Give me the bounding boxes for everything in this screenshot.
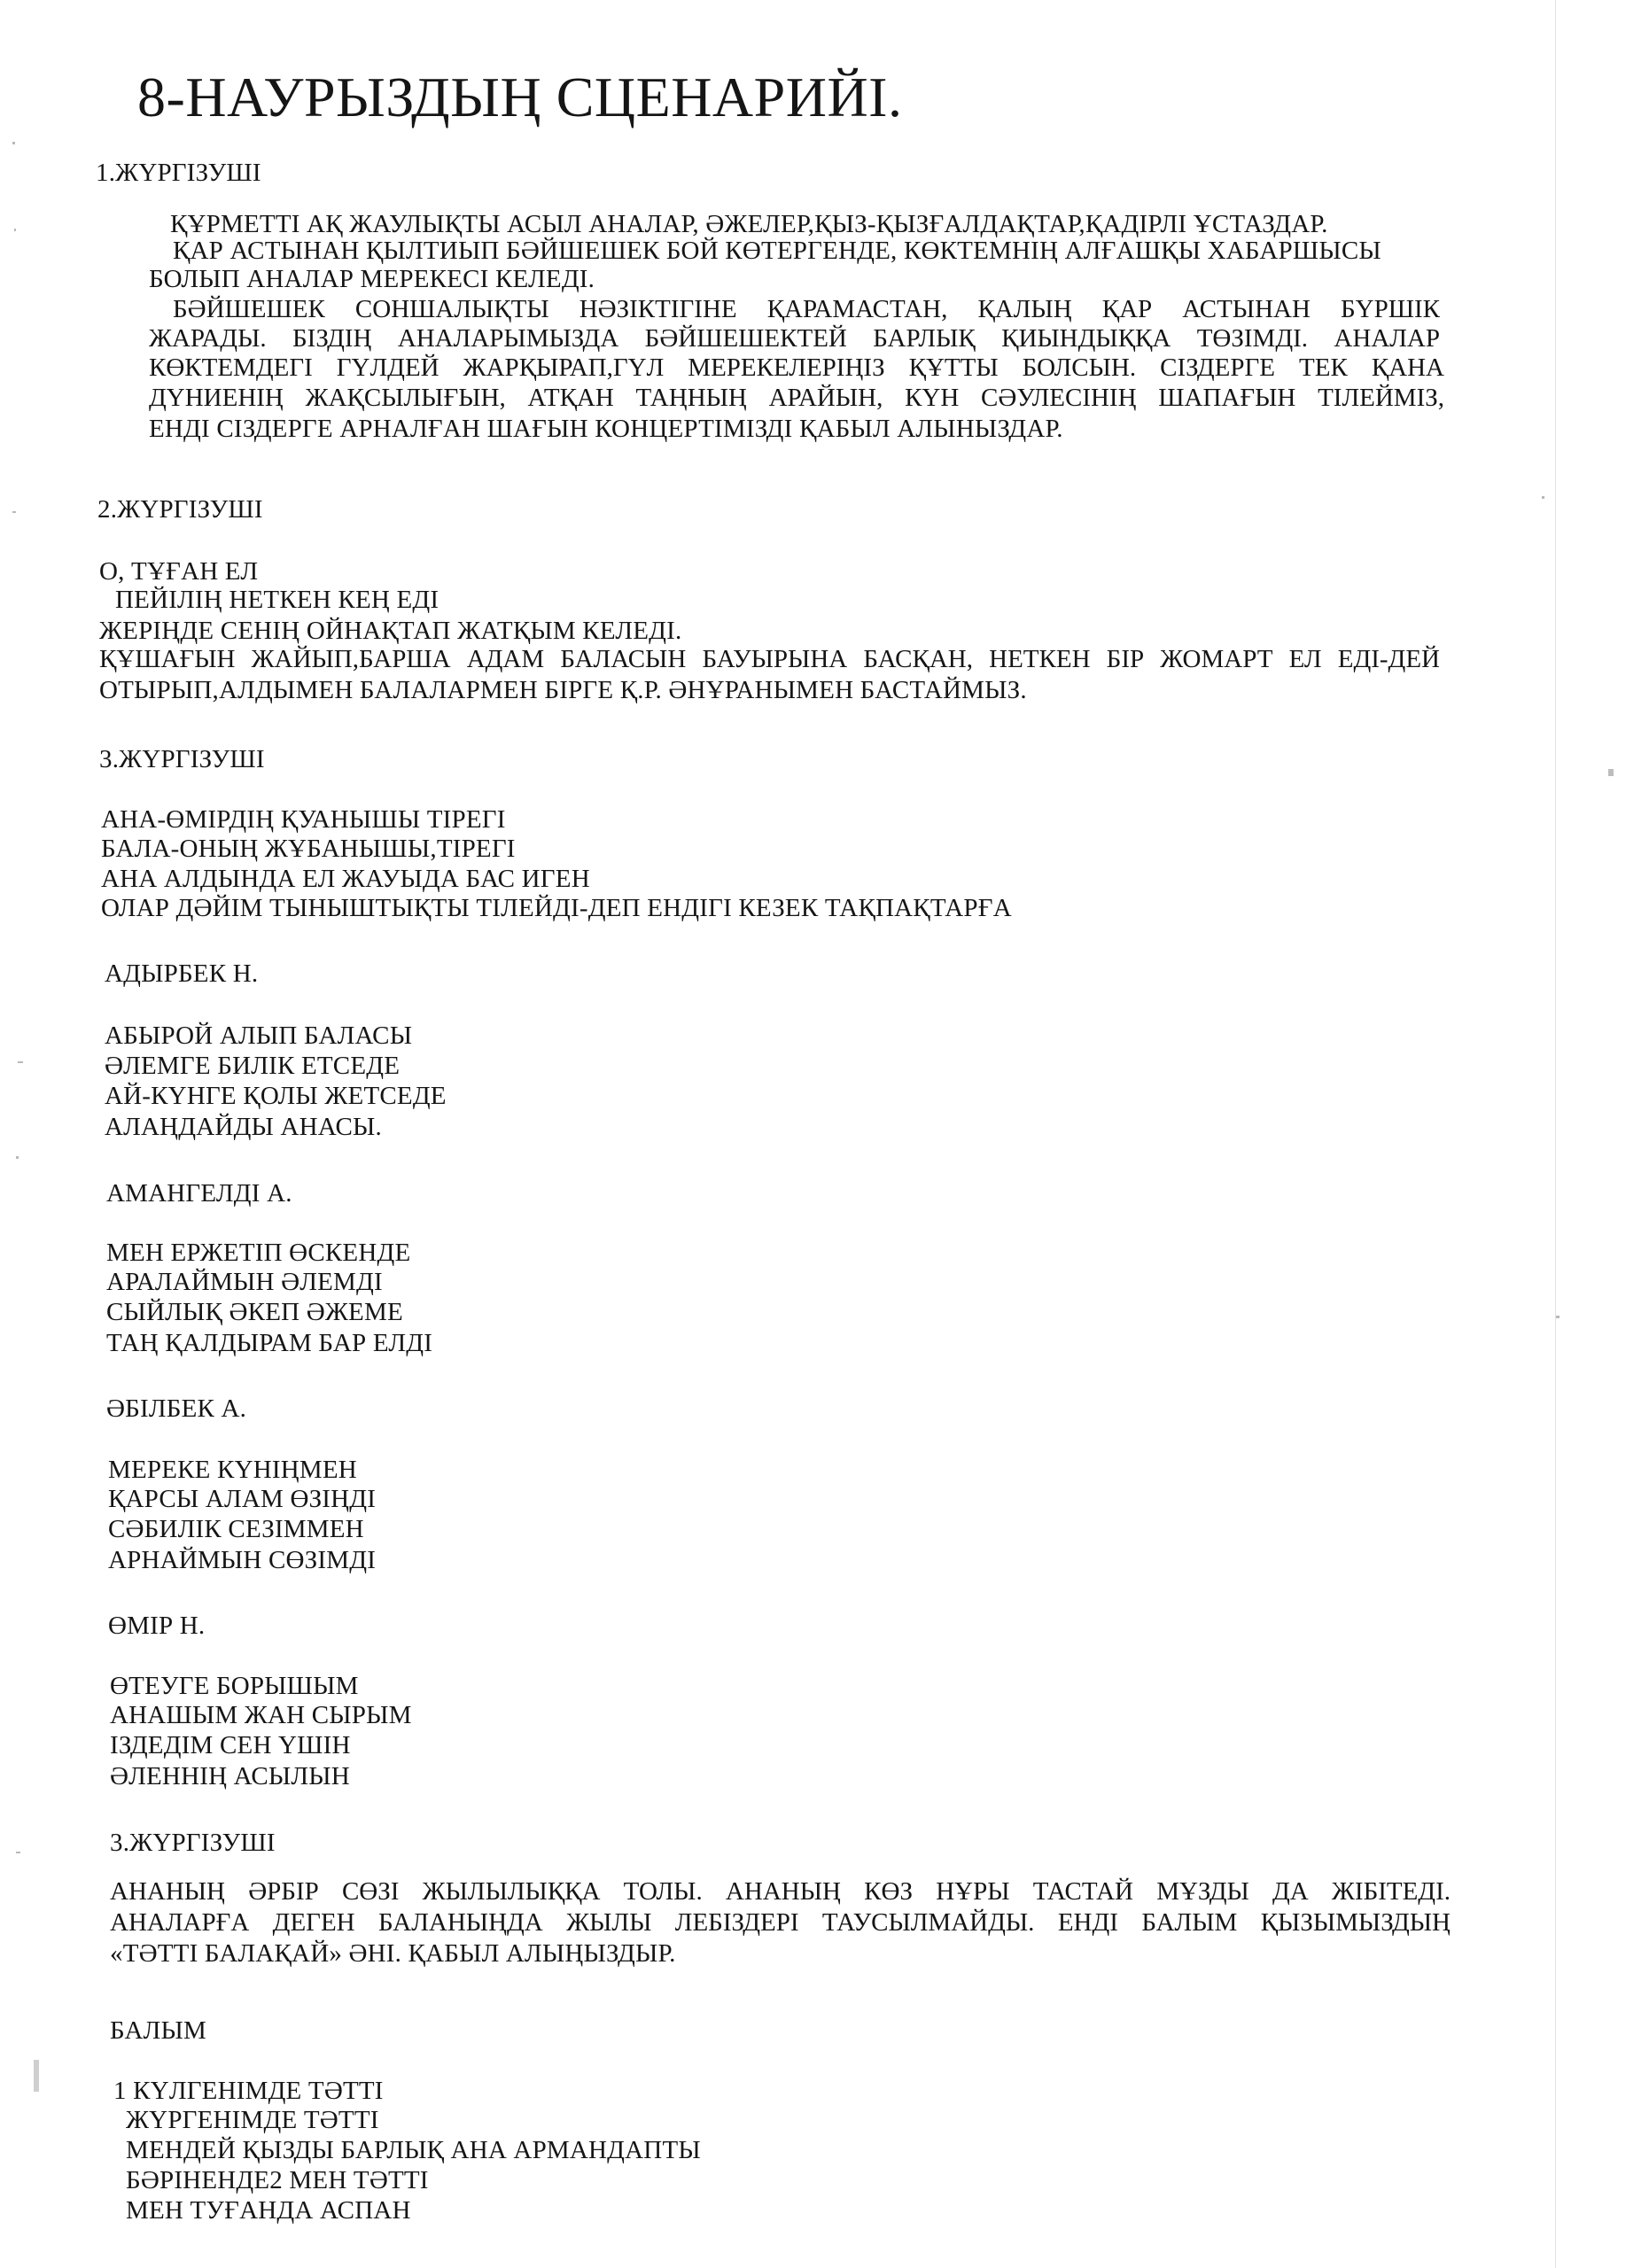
presenter-heading: 1.ЖҮРГІЗУШІ	[96, 159, 261, 187]
poem-line: ОЛАР ДӘЙІМ ТЫНЫШТЫҚТЫ ТІЛЕЙДІ-ДЕП ЕНДІГІ КЕЗЕК ТАҚПАҚТАРҒА	[101, 894, 1012, 922]
poem-line: АЙ-КҮНГЕ ҚОЛЫ ЖЕТСЕДЕ	[105, 1082, 447, 1110]
poem-line: СЫЙЛЫҚ ӘКЕП ӘЖЕМЕ	[106, 1298, 403, 1326]
poem-line: АНАШЫМ ЖАН СЫРЫМ	[110, 1701, 412, 1729]
performer-name: ӘБІЛБЕК А.	[106, 1394, 247, 1423]
poem-line: ЖЕРІҢДЕ СЕНІҢ ОЙНАҚТАП ЖАТҚЫМ КЕЛЕДІ.	[99, 617, 682, 645]
scan-speck	[14, 229, 16, 231]
poem-line: ПЕЙІЛІҢ НЕТКЕН КЕҢ ЕДІ	[115, 586, 439, 614]
poem-line: ӘЛЕННІҢ АСЫЛЫН	[110, 1762, 350, 1790]
poem-line: АНА-ӨМІРДІҢ ҚУАНЫШЫ ТІРЕГІ	[101, 805, 506, 834]
scan-speck	[34, 2060, 39, 2092]
song-line: БӘРІНЕНДЕ2 МЕН ТӘТТІ	[126, 2166, 429, 2194]
poem-line: ӘЛЕМГЕ БИЛІК ЕТСЕДЕ	[105, 1052, 401, 1080]
scan-speck	[1608, 769, 1614, 776]
song-line: МЕН ТУҒАНДА АСПАН	[126, 2196, 411, 2225]
presenter-heading: 3.ЖҮРГІЗУШІ	[110, 1829, 276, 1857]
poem-line: АНА АЛДЫНДА ЕЛ ЖАУЫДА БАС ИГЕН	[101, 865, 590, 893]
paragraph-line: ЕНДІ СІЗДЕРГЕ АРНАЛҒАН ШАҒЫН КОНЦЕРТІМІЗДІ ҚАБЫЛ АЛЫНЫЗДАР.	[149, 415, 1063, 443]
scan-speck	[1556, 1316, 1560, 1318]
scan-speck	[16, 1852, 20, 1853]
performer-name: ӨМІР Н.	[108, 1612, 206, 1640]
poem-line: АБЫРОЙ АЛЫП БАЛАСЫ	[105, 1021, 413, 1050]
paragraph-line: «ТӘТТІ БАЛАҚАЙ» ӘНІ. ҚАБЫЛ АЛЫҢЫЗДЫР.	[110, 1939, 676, 1968]
song-line: 1 КҮЛГЕНІМДЕ ТӘТТІ	[113, 2077, 384, 2105]
paragraph-line: АНАЛАРҒА ДЕГЕН БАЛАНЫҢДА ЖЫЛЫ ЛЕБІЗДЕРІ ТАУСЫЛМАЙДЫ. ЕНДІ БАЛЫМ ҚЫЗЫМЫЗДЫҢ	[110, 1908, 1451, 1937]
page-title: 8-НАУРЫЗДЫҢ СЦЕНАРИЙІ.	[137, 66, 903, 128]
scan-speck	[12, 142, 15, 144]
poem-line: МЕРЕКЕ КҮНІҢМЕН	[108, 1456, 357, 1484]
performer-name: АМАНГЕЛДІ А.	[106, 1179, 292, 1208]
poem-line: БАЛА-ОНЫҢ ЖҰБАНЫШЫ,ТІРЕГІ	[101, 835, 516, 863]
paragraph-line: БӘЙШЕШЕК СОНШАЛЫҚТЫ НӘЗІКТІГІНЕ ҚАРАМАСТАН, ҚАЛЫҢ ҚАР АСТЫНАН БҮРШІК	[173, 295, 1440, 323]
performer-name: АДЫРБЕК Н.	[105, 959, 259, 988]
performer-name: БАЛЫМ	[110, 2016, 206, 2045]
presenter-heading: 2.ЖҮРГІЗУШІ	[97, 495, 263, 524]
poem-line: ІЗДЕДІМ СЕН ҮШІН	[110, 1731, 351, 1759]
paragraph-line: АНАНЫҢ ӘРБІР СӨЗІ ЖЫЛЫЛЫҚҚА ТОЛЫ. АНАНЫҢ КӨЗ НҰРЫ ТАСТАЙ МҰЗДЫ ДА ЖІБІТЕДІ.	[110, 1877, 1451, 1906]
paragraph-line: КӨКТЕМДЕГІ ГҮЛДЕЙ ЖАРҚЫРАП,ГҮЛ МЕРЕКЕЛЕРІҢІЗ ҚҰТТЫ БОЛСЫН. СІЗДЕРГЕ ТЕК ҚАНА	[149, 353, 1444, 382]
poem-line: ҚАРСЫ АЛАМ ӨЗІҢДІ	[108, 1485, 377, 1513]
scan-edge-line	[1555, 0, 1556, 2268]
paragraph-line: ДҮНИЕНІҢ ЖАҚСЫЛЫҒЫН, АТҚАН ТАҢНЫҢ АРАЙЫН, КҮН СӘУЛЕСІНІҢ ШАПАҒЫН ТІЛЕЙМІЗ,	[149, 384, 1444, 412]
paragraph-line: ҚАР АСТЫНАН ҚЫЛТИЫП БӘЙШЕШЕК БОЙ КӨТЕРГЕНДЕ, КӨКТЕМНІҢ АЛҒАШҚЫ ХАБАРШЫСЫ	[173, 237, 1381, 265]
paragraph-line: БОЛЫП АНАЛАР МЕРЕКЕСІ КЕЛЕДІ.	[149, 265, 595, 293]
poem-line: ӨТЕУГЕ БОРЫШЫМ	[110, 1672, 359, 1700]
song-line: ЖҮРГЕНІМДЕ ТӘТТІ	[126, 2106, 379, 2134]
presenter-heading: 3.ЖҮРГІЗУШІ	[99, 745, 265, 773]
paragraph-line: ОТЫРЫП,АЛДЫМЕН БАЛАЛАРМЕН БІРГЕ Қ.Р. ӘНҰРАНЫМЕН БАСТАЙМЫЗ.	[99, 676, 1027, 704]
scan-speck	[12, 511, 16, 513]
poem-line: АРНАЙМЫН СӨЗІМДІ	[108, 1546, 377, 1574]
poem-line: МЕН ЕРЖЕТІП ӨСКЕНДЕ	[106, 1239, 411, 1267]
poem-line: О, ТҰҒАН ЕЛ	[99, 557, 259, 586]
paragraph-line: ҚҰРМЕТТІ АҚ ЖАУЛЫҚТЫ АСЫЛ АНАЛАР, ӘЖЕЛЕР,ҚЫЗ-ҚЫЗҒАЛДАҚТАР,ҚАДІРЛІ ҰСТАЗДАР.	[170, 210, 1328, 238]
paragraph-line: ҚҰШАҒЫН ЖАЙЫП,БАРША АДАМ БАЛАСЫН БАУЫРЫНА БАСҚАН, НЕТКЕН БІР ЖОМАРТ ЕЛ ЕДІ-ДЕЙ	[99, 645, 1440, 673]
paragraph-line: ЖАРАДЫ. БІЗДІҢ АНАЛАРЫМЫЗДА БӘЙШЕШЕКТЕЙ БАРЛЫҚ ҚИЫНДЫҚҚА ТӨЗІМДІ. АНАЛАР	[149, 324, 1440, 353]
poem-line: АРАЛАЙМЫН ӘЛЕМДІ	[106, 1268, 383, 1296]
song-line: МЕНДЕЙ ҚЫЗДЫ БАРЛЫҚ АНА АРМАНДАПТЫ	[126, 2136, 701, 2164]
poem-line: АЛАҢДАЙДЫ АНАСЫ.	[105, 1113, 382, 1141]
poem-line: СӘБИЛІК СЕЗІММЕН	[108, 1515, 364, 1543]
scan-speck	[1542, 496, 1544, 499]
scan-speck	[18, 1061, 23, 1063]
poem-line: ТАҢ ҚАЛДЫРАМ БАР ЕЛДІ	[106, 1329, 433, 1357]
scan-speck	[16, 1156, 19, 1159]
